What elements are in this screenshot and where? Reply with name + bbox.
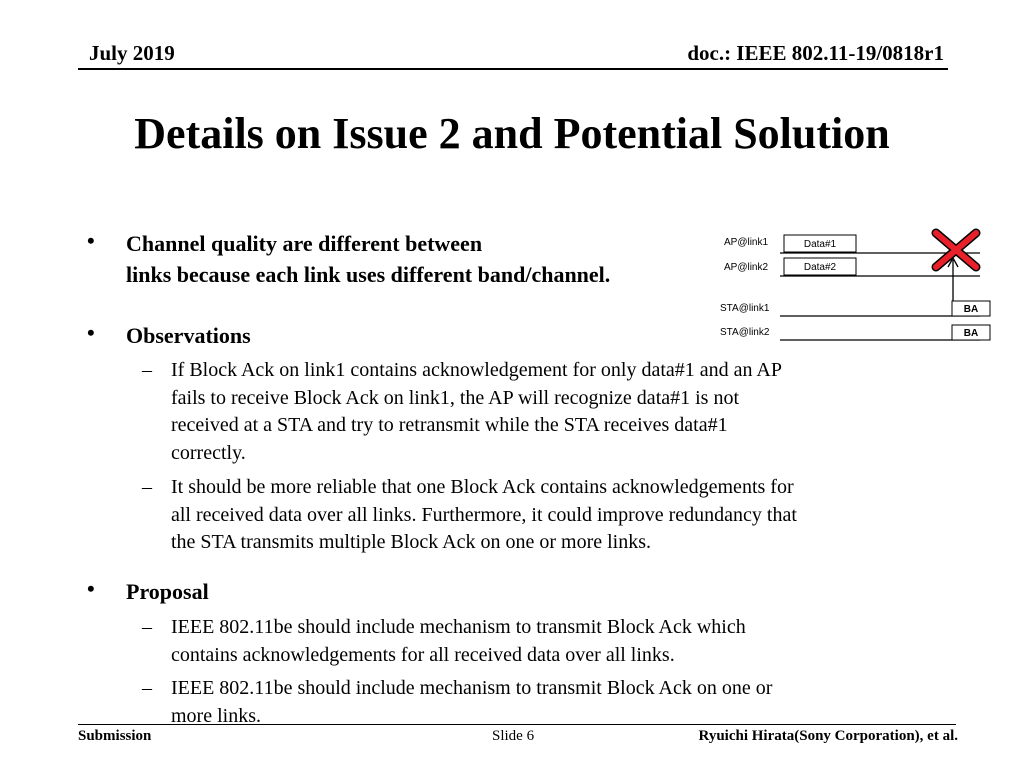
observation-line: If Block Ack on link1 contains acknowledgement for only data#1 and an AP xyxy=(171,359,782,381)
dash-icon: – xyxy=(142,616,152,638)
slide-title: Details on Issue 2 and Potential Solution xyxy=(134,109,890,158)
proposal-line: more links. xyxy=(171,704,261,727)
bullet-label: Proposal xyxy=(126,579,209,604)
header-doc-id: doc.: IEEE 802.11-19/0818r1 xyxy=(687,41,944,65)
row-label-sta-link1: STA@link1 xyxy=(720,303,770,314)
data-frame-label: Data#1 xyxy=(803,239,837,250)
row-label-sta-link2: STA@link2 xyxy=(720,327,770,338)
proposal-line: IEEE 802.11be should include mechanism to transmit Block Ack which xyxy=(171,616,746,638)
header-divider xyxy=(78,68,948,70)
ba-frame-label: BA xyxy=(963,304,979,315)
row-label-ap-link2: AP@link2 xyxy=(724,262,769,273)
observation-line: fails to receive Block Ack on link1, the AP will recognize data#1 is not xyxy=(171,386,740,409)
bullet-label: Observations xyxy=(126,323,251,348)
footer-slide-number: Slide 6 xyxy=(492,728,535,744)
observation-line: It should be more reliable that one Block Ack contains acknowledgements for xyxy=(171,476,794,498)
bullet-text-line: Channel quality are different between xyxy=(126,231,483,256)
link-timing-diagram xyxy=(700,220,1000,350)
footer-author: Ryuichi Hirata(Sony Corporation), et al. xyxy=(698,728,958,744)
data-frame-label: Data#2 xyxy=(803,262,837,273)
proposal-line: contains acknowledgements for all received data over all links. xyxy=(171,643,675,666)
header-date: July 2019 xyxy=(89,41,175,65)
bullet-dot-icon: • xyxy=(87,320,95,345)
dash-icon: – xyxy=(142,359,152,381)
bullet-dot-icon: • xyxy=(87,228,95,253)
data-frame-2 xyxy=(784,258,856,275)
ba-frame-label: BA xyxy=(963,328,979,339)
ba-arrow-up xyxy=(948,258,958,301)
footer-divider xyxy=(78,724,956,725)
row-label-ap-link1: AP@link1 xyxy=(724,237,769,248)
observation-line: the STA transmits multiple Block Ack on one or more links. xyxy=(171,531,652,553)
bullet-dot-icon: • xyxy=(87,576,95,601)
ba-frame-link1 xyxy=(952,301,990,316)
observation-line: correctly. xyxy=(171,441,246,464)
failure-cross-icon xyxy=(936,233,976,267)
footer-submission: Submission xyxy=(78,728,152,744)
observation-line: received at a STA and try to retransmit while the STA receives data#1 xyxy=(171,414,728,436)
dash-icon: – xyxy=(142,677,152,699)
ba-frame-link2 xyxy=(952,325,990,340)
dash-icon: – xyxy=(142,476,152,498)
proposal-line: IEEE 802.11be should include mechanism to transmit Block Ack on one or xyxy=(171,677,773,699)
data-frame-1 xyxy=(784,235,856,252)
bullet-text-line: links because each link uses different band/channel. xyxy=(126,262,611,287)
observation-line: all received data over all links. Furthermore, it could improve redundancy that xyxy=(171,503,797,526)
